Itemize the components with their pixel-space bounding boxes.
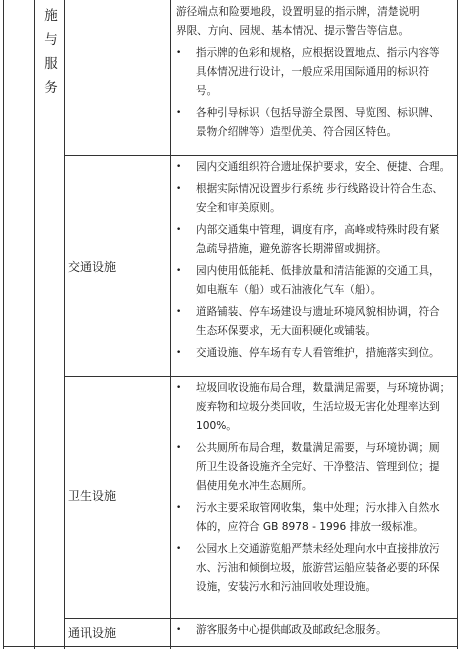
bullet-icon: • — [176, 625, 182, 635]
item-line: 根据实际情况设置步行系统 步行线路设计符合生态、 — [196, 183, 444, 195]
bullet-icon: • — [176, 348, 182, 358]
section-label-char: 务 — [44, 80, 58, 96]
bullet-icon: • — [176, 108, 182, 118]
column-divider — [170, 0, 171, 649]
item-line: 园内交通组织符合遗址保护要求，安全、便捷、合理。 — [196, 161, 451, 173]
list-item — [176, 180, 456, 218]
list-item — [176, 439, 456, 496]
item-line: 景物介绍牌等）造型优美、符合园区特色。 — [196, 126, 398, 138]
category-title-communication: 通讯设施 — [68, 626, 117, 640]
list-item — [176, 379, 456, 436]
bullet-icon: • — [176, 307, 182, 317]
item-line: 生态环保要求，无大面积硬化或铺装。 — [196, 325, 377, 337]
list-item — [176, 344, 456, 363]
bullet-icon: • — [176, 162, 182, 172]
list-item — [176, 221, 456, 259]
bullet-icon: • — [176, 266, 182, 276]
item-line: 号。 — [196, 85, 218, 97]
list-item — [176, 158, 456, 177]
item-line: 安全和审美原则。 — [196, 202, 281, 214]
bullet-icon: • — [176, 383, 182, 393]
item-line: 公共厕所布局合理，数量满足需要，与环境协调；厕 — [196, 442, 440, 454]
continuation-line: 界限、方向、园规、基本情况、提示警告等信息。 — [176, 25, 410, 37]
item-line: 交通设施、停车场有专人看管维护，措施落实到位。 — [196, 347, 440, 359]
item-line: 各种引导标识（包括导游全景图、导览图、标识牌、 — [196, 107, 440, 119]
item-line: 水、污油和倾倒垃圾，旅游营运船应装备必要的环保 — [196, 562, 440, 574]
item-line: 指示牌的色彩和规格，应根据设置地点、指示内容等 — [196, 47, 440, 59]
list-item — [176, 262, 456, 300]
continuation-line: 游径端点和险要地段，设置明显的指示牌，清楚说明 — [176, 6, 420, 18]
item-line: 设施，安装污水和污油回收处理设施。 — [196, 581, 377, 593]
bullet-icon: • — [176, 225, 182, 235]
table-border-bottom — [3, 646, 458, 647]
item-line: 游客服务中心提供邮政及邮政纪念服务。 — [196, 624, 387, 636]
category-title-traffic: 交通设施 — [68, 260, 117, 274]
bullet-icon: • — [176, 503, 182, 513]
item-line: 体的，应符合 GB 8978 - 1996 排放一级标准。 — [196, 521, 424, 533]
section-communication — [176, 621, 456, 643]
item-line: 急疏导措施，避免游客长期滞留或拥挤。 — [196, 243, 387, 255]
list-item — [176, 621, 456, 640]
list-item — [176, 104, 456, 142]
section-label-char: 与 — [44, 32, 58, 48]
section-label-char: 服 — [44, 56, 58, 72]
list-item — [176, 499, 456, 537]
item-line: 园内使用低能耗、低排放量和清洁能源的交通工具， — [196, 265, 440, 277]
item-line: 如电瓶车（船）或石油液化气车（船）。 — [196, 284, 382, 296]
column-divider — [64, 0, 65, 649]
list-item — [176, 303, 456, 341]
column-divider — [34, 0, 35, 649]
section-signage — [176, 3, 456, 145]
item-line: 公园水上交通游览船严禁未经处理向水中直接排放污 — [196, 543, 440, 555]
item-line: 道路铺装、停车场建设与遗址环境风貌相协调，符合 — [196, 306, 440, 318]
item-line: 100%。 — [196, 420, 237, 432]
item-line: 垃圾回收设施布局合理，数量满足需要，与环境协调； — [196, 382, 451, 394]
category-title-sanitation: 卫生设施 — [68, 489, 117, 503]
item-line: 所卫生设备设施齐全完好、干净整洁、管理到位；提 — [196, 461, 440, 473]
item-line: 内部交通集中管理，调度有序，高峰或特殊时段有紧 — [196, 224, 440, 236]
row-divider — [64, 376, 458, 377]
table-border-right — [457, 0, 458, 649]
row-divider — [64, 618, 458, 619]
bullet-icon: • — [176, 443, 182, 453]
item-line: 具体情况进行设计，一般应采用国际通用的标识符 — [196, 66, 430, 78]
item-line: 废弃物和垃圾分类回收，生活垃圾无害化处理率达到 — [196, 401, 440, 413]
table-border-left — [3, 0, 4, 649]
section-sanitation — [176, 379, 456, 600]
list-item — [176, 540, 456, 597]
bullet-icon: • — [176, 544, 182, 554]
item-line: 污水主要采取管网收集，集中处理；污水排入自然水 — [196, 502, 440, 514]
row-divider — [64, 155, 458, 156]
bullet-icon: • — [176, 184, 182, 194]
section-traffic — [176, 158, 456, 366]
list-item — [176, 44, 456, 101]
section-label-char: 施 — [44, 8, 58, 24]
bullet-icon: • — [176, 48, 182, 58]
item-line: 倡使用免水冲生态厕所。 — [196, 480, 313, 492]
